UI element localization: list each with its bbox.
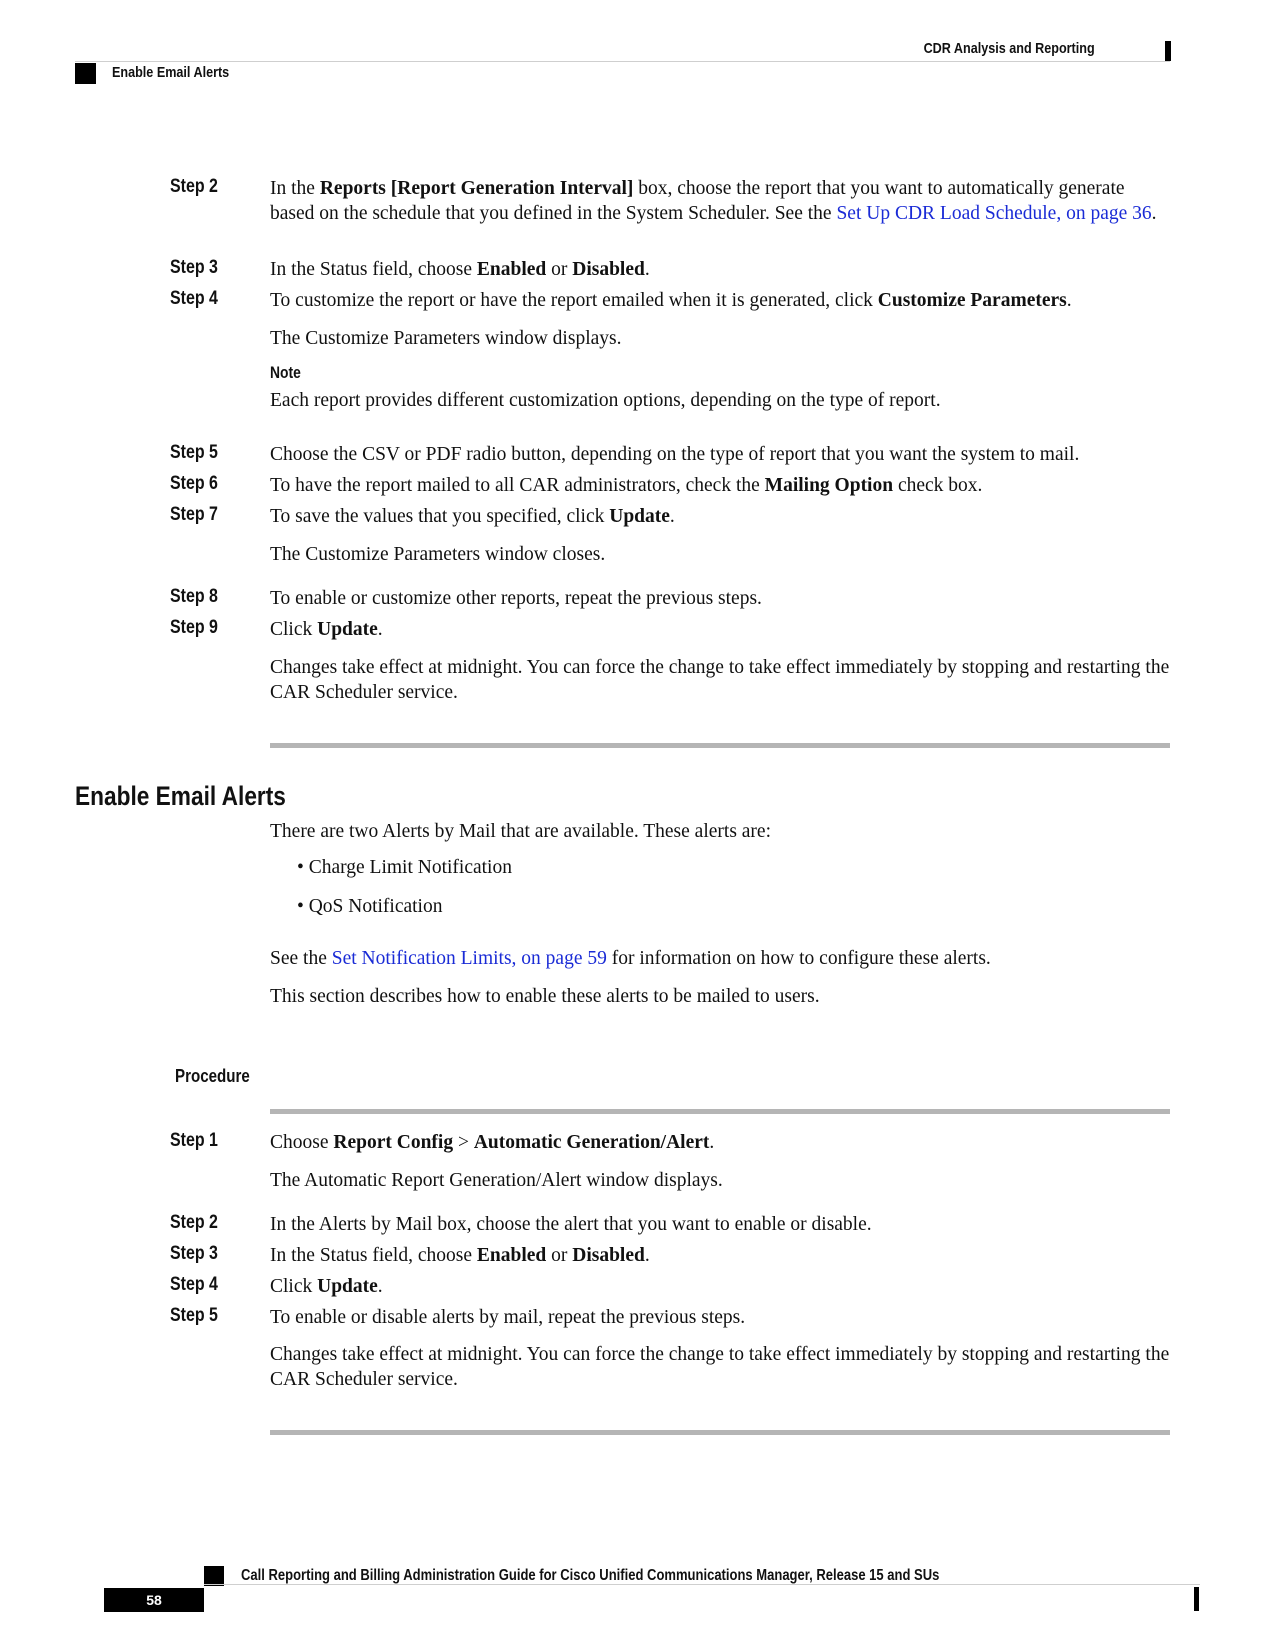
- step-text: To have the report mailed to all CAR administrators, check the Mailing Option check box.: [270, 475, 983, 496]
- step-label: Step 7: [170, 504, 218, 525]
- step-text: To enable or disable alerts by mail, repeat the previous steps.: [270, 1307, 746, 1328]
- procedure-end-rule: [270, 743, 1170, 748]
- bullet-item: • Charge Limit Notification: [297, 857, 512, 878]
- section-title: Enable Email Alerts: [75, 781, 286, 811]
- section-description: This section describes how to enable these alerts to be mailed to users.: [270, 986, 820, 1007]
- header-chapter: CDR Analysis and Reporting: [923, 40, 1095, 57]
- header-rule: [75, 61, 1170, 62]
- step-result: The Customize Parameters window closes.: [270, 544, 606, 565]
- step-label: Step 1: [170, 1130, 218, 1151]
- step-text: Choose Report Config > Automatic Generation/Alert.: [270, 1132, 715, 1153]
- section-intro: There are two Alerts by Mail that are available. These alerts are:: [270, 821, 772, 842]
- footer-rule: [204, 1584, 1200, 1585]
- step-label: Step 3: [170, 1243, 218, 1264]
- step-label: Step 8: [170, 586, 218, 607]
- step-text: Click Update.: [270, 619, 383, 640]
- header-section: Enable Email Alerts: [112, 64, 230, 81]
- procedure-label: Procedure: [175, 1066, 250, 1086]
- bullet-item: • QoS Notification: [297, 896, 443, 917]
- step-result: The Automatic Report Generation/Alert window displays.: [270, 1170, 723, 1191]
- step-label: Step 2: [170, 176, 218, 197]
- footer-bar: [1194, 1587, 1199, 1611]
- step-text: In the Alerts by Mail box, choose the alert that you want to enable or disable.: [270, 1214, 872, 1235]
- step-label: Step 3: [170, 257, 218, 278]
- step-text: Choose the CSV or PDF radio button, depending on the type of report that you want the system to mail.: [270, 444, 1080, 465]
- notification-limits-link[interactable]: Set Notification Limits, on page 59: [331, 948, 607, 969]
- step-label: Step 5: [170, 442, 218, 463]
- step-label: Step 9: [170, 617, 218, 638]
- procedure-start-rule: [270, 1109, 1170, 1114]
- load-schedule-link[interactable]: Set Up CDR Load Schedule, on page 36: [836, 203, 1152, 224]
- step-result: The Customize Parameters window displays.: [270, 328, 622, 349]
- step-text: In the Status field, choose Enabled or Disabled.: [270, 259, 650, 280]
- step-result: Changes take effect at midnight. You can force the change to take effect immediately by stopping and restarting the CAR Scheduler service.: [270, 1344, 1170, 1390]
- step-text: To customize the report or have the report emailed when it is generated, click Customize Parameters.: [270, 290, 1072, 311]
- step-label: Step 4: [170, 288, 218, 309]
- procedure-end-rule: [270, 1430, 1170, 1435]
- header-marker: [75, 63, 96, 84]
- footer-marker: [204, 1566, 224, 1586]
- step-text: Click Update.: [270, 1276, 383, 1297]
- step-text: To save the values that you specified, click Update.: [270, 506, 675, 527]
- step-label: Step 6: [170, 473, 218, 494]
- step-label: Step 2: [170, 1212, 218, 1233]
- step-text: To enable or customize other reports, repeat the previous steps.: [270, 588, 762, 609]
- step-label: Step 5: [170, 1305, 218, 1326]
- step-label: Step 4: [170, 1274, 218, 1295]
- note-text: Each report provides different customization options, depending on the type of report.: [270, 390, 941, 411]
- see-also: See the Set Notification Limits, on page 59 for information on how to configure these alerts.: [270, 948, 991, 969]
- footer-title: Call Reporting and Billing Administration Guide for Cisco Unified Communications Manager, Release 15 and SUs: [241, 1567, 940, 1584]
- header-bar: [1165, 41, 1171, 61]
- step-text: In the Reports [Report Generation Interval] box, choose the report that you want to automatically generate based on the schedule that you defined in the System Scheduler. See the Set Up CDR Load Schedule, on page 36.: [270, 178, 1157, 224]
- note-label: Note: [270, 364, 301, 382]
- page-number: 58: [104, 1588, 204, 1612]
- step-text: In the Status field, choose Enabled or Disabled.: [270, 1245, 650, 1266]
- step-result: Changes take effect at midnight. You can force the change to take effect immediately by stopping and restarting the CAR Scheduler service.: [270, 657, 1170, 703]
